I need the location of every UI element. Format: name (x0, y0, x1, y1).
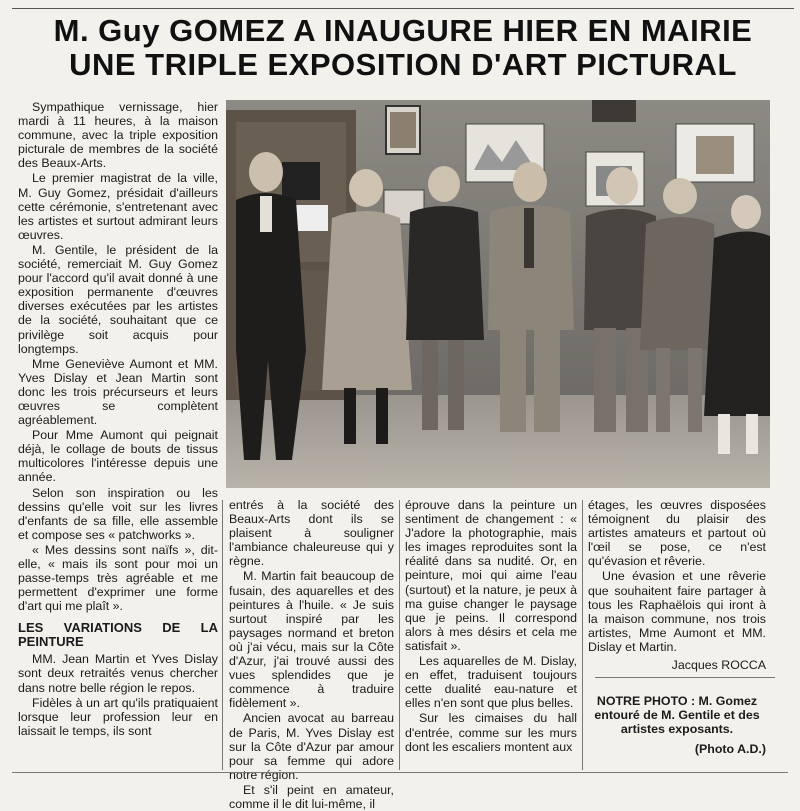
paragraph: Le premier magistrat de la ville, M. Guy Gomez, présidait d'ailleurs cette cérémonie, s'entretenant avec les artistes et surtout admirant leurs œuvres. (18, 171, 218, 242)
paragraph: « Mes dessins sont naïfs », dit-elle, « mais ils sont pour moi un passe-temps très agréable et me permettent d'exprimer une forme d'art qui me plaît ». (18, 542, 218, 614)
column-divider (222, 500, 223, 770)
paragraph: Une évasion et une rêverie que souhaitent faire partager à tous les Raphaëlois qui iront à la maison commune, nos trois artistes, Mme Aumont et MM. Dislay et Martin. (588, 569, 766, 654)
photo-caption: NOTRE PHOTO : M. Gomez entouré de M. Gentile et des artistes exposants. (594, 694, 760, 737)
paragraph: Selon son inspiration ou les dessins qu'elle voit sur les livres d'enfants de sa fille, elle assemble et compose ses « patchworks ». (18, 485, 218, 542)
paragraph: entrés à la société des Beaux-Arts dont ils se plaisent à souligner l'ambiance chaleureuse qui y règne. (229, 498, 394, 569)
article-column-1 (18, 100, 218, 738)
photo-credit: (Photo A.D.) (694, 742, 766, 757)
bottom-rule (12, 772, 788, 773)
paragraph: M. Martin fait beaucoup de fusain, des aquarelles et des peintures à l'huile. « Je suis surtout inspiré par les paysages normand et breton où j'ai vécu, mais sur la Côte d'Azur, j'ai trouvé aussi des vues splendides que je commence à traduire fidèlement ». (229, 569, 394, 711)
paragraph: M. Gentile, le président de la société, remerciait M. Guy Gomez pour l'accord qu'il avait donné à une exposition permanente d'œuvres diverses exécutées par les artistes de la société, souhaitant que ce privilège soit acquis pour longtemps. (18, 242, 218, 356)
caption-divider (595, 677, 775, 678)
article-column-4 (588, 498, 766, 756)
paragraph: Ancien avocat au barreau de Paris, M. Yves Dislay est sur la Côte d'Azur par amour pour sa femme qui adore notre région. (229, 711, 394, 782)
paragraph: Sur les cimaises du hall d'entrée, comme sur les murs dont les escaliers montent aux (405, 711, 577, 754)
paragraph: MM. Jean Martin et Yves Dislay sont deux retraités venus chercher dans notre belle région le repos. (18, 652, 218, 695)
column-divider (582, 500, 583, 770)
paragraph: Et s'il peint en amateur, comme il le dit lui-même, il (229, 782, 394, 811)
headline-line-2: UNE TRIPLE EXPOSITION D'ART PICTURAL (69, 47, 737, 82)
author-signature: Jacques ROCCA (671, 658, 766, 673)
paragraph: Pour Mme Aumont qui peignait déjà, le collage de bouts de tissus multicolores l'intéresse depuis une année. (18, 428, 218, 485)
paragraph: éprouve dans la peinture un sentiment de changement : « J'adore la photographie, mais les images reproduites sont la réalité dans sa nudité. Or, en peinture, moi qui aime l'eau (surtout) et la nature, je peux à ma guise changer le paysage que je peins. Il correspond alors à mes désirs et cela me satisfait ». (405, 498, 577, 653)
headline (12, 14, 794, 82)
headline-line-1: M. Guy GOMEZ A INAUGURE HIER EN MAIRIE (53, 13, 753, 48)
column-divider (399, 500, 400, 770)
paragraph: Les aquarelles de M. Dislay, en effet, traduisent toujours cette dualité eau-nature et elles n'en sont que plus belles. (405, 654, 577, 711)
paragraph: Sympathique vernissage, hier mardi à 11 heures, à la maison commune, avec la triple exposition picturale de membres de la société des Beaux-Arts. (18, 100, 218, 171)
paragraph: Fidèles à un art qu'ils pratiquaient lorsque leur profession leur en laissait le temps, ils sont (18, 695, 218, 738)
paragraph: Mme Geneviève Aumont et MM. Yves Dislay et Jean Martin sont donc les trois précurseurs et leurs œuvres se complètent agréablement. (18, 356, 218, 428)
article-column-2 (229, 498, 394, 811)
top-rule (12, 8, 794, 9)
subheading: LES VARIATIONS DE LA PEINTURE (18, 620, 218, 650)
paragraph: étages, les œuvres disposées témoignent du plaisir des artistes amateurs et partout où l'œil se pose, ce n'est qu'évasion et rêverie. (588, 498, 766, 569)
group-photo-drawing (226, 100, 770, 488)
group-photo (226, 100, 770, 488)
article-column-3 (405, 498, 577, 754)
